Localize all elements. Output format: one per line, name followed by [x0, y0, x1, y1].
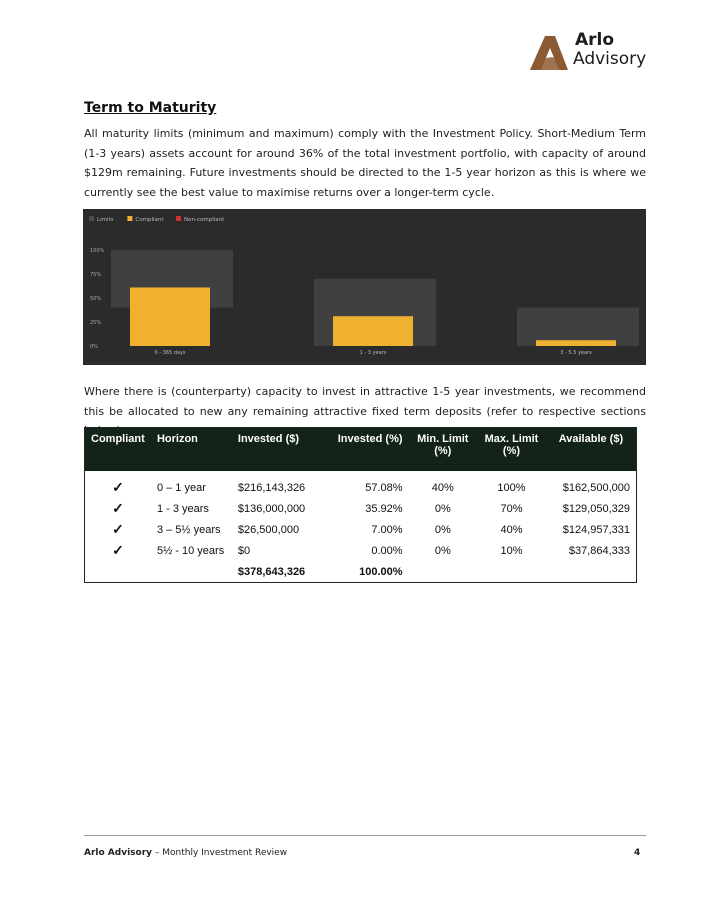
- col-compliant: Compliant: [85, 428, 151, 472]
- limit-band-2: [517, 308, 639, 346]
- col-invested-dollars: Invested ($): [232, 428, 331, 472]
- invested-cell: $0: [237, 544, 251, 557]
- y-tick-label: 0%: [90, 344, 98, 350]
- compliant-tick: ✓: [112, 542, 124, 558]
- compliant-bar-2: [536, 340, 616, 346]
- legend-swatch-1: [127, 216, 132, 221]
- intro-paragraph: All maturity limits (minimum and maximum) comply with the Investment Policy. Short-Medium Term (1-3 years) assets account for around 36% of the total investment portfolio, with capacity of around $129m remaining. Future investments should be directed to the 1-5 year horizon as this is where we currently see the best value to maximise returns over a longer-term cycle.: [84, 127, 646, 199]
- max-limit-cell: 10%: [500, 544, 523, 557]
- compliant-bar-1: [333, 316, 413, 346]
- y-tick-label: 75%: [90, 272, 102, 278]
- min-limit-cell: 0%: [434, 502, 451, 515]
- legend-label-2: Non-compliant: [184, 217, 225, 223]
- legend-label-0: Limits: [97, 217, 114, 223]
- footer-title: – Monthly Investment Review: [152, 848, 288, 858]
- invested-cell: $26,500,000: [237, 523, 300, 536]
- invested-cell: $216,143,326: [237, 481, 306, 494]
- table-row: [85, 471, 637, 498]
- empty-cell: [151, 561, 232, 583]
- total-row: [85, 561, 637, 583]
- compliant-tick: ✓: [112, 500, 124, 516]
- footer-divider: [84, 835, 646, 836]
- invested-cell: $136,000,000: [237, 502, 306, 515]
- min-limit-cell: 0%: [434, 523, 451, 536]
- total-percent: 100.00%: [359, 565, 403, 578]
- compliant-bar-0: [130, 287, 210, 346]
- total-invested: $378,643,326: [237, 565, 306, 578]
- legend-swatch-2: [176, 216, 181, 221]
- y-tick-label: 25%: [90, 320, 102, 326]
- arlo-mark-icon: [528, 34, 570, 72]
- compliant-tick: ✓: [112, 521, 124, 537]
- page-number: 4: [634, 848, 641, 858]
- section-heading: Term to Maturity: [84, 100, 217, 116]
- available-cell: $129,050,329: [562, 502, 630, 515]
- y-tick-label: 50%: [90, 296, 102, 302]
- available-cell: $37,864,333: [568, 544, 630, 557]
- empty-cell: [85, 561, 151, 583]
- legend-swatch-0: [89, 216, 94, 221]
- col-invested-percent: Invested (%): [330, 428, 408, 472]
- available-cell: $162,500,000: [562, 481, 630, 494]
- table-row: [85, 540, 637, 561]
- footer-text: [84, 848, 287, 858]
- logo-line1: Arlo: [575, 30, 615, 50]
- maturity-chart-svg: [83, 209, 646, 365]
- recommendation-paragraph: Where there is (counterparty) capacity to invest in attractive 1-5 year investments, we recommend this be allocated to new any remaining attractive fixed term deposits (refer to respective sections: [84, 385, 646, 418]
- col-available: Available ($): [546, 428, 637, 472]
- available-cell: $124,957,331: [562, 523, 630, 536]
- horizon-cell: 5½ - 10 years: [156, 544, 225, 557]
- percent-cell: 57.08%: [365, 481, 403, 494]
- table-row: [85, 519, 637, 540]
- horizon-cell: 1 - 3 years: [156, 502, 209, 515]
- maturity-chart: [83, 209, 646, 365]
- arlo-logo: [528, 32, 648, 72]
- col-max-limit: Max. Limit (%): [477, 428, 546, 472]
- empty-cell: [477, 561, 546, 583]
- maturity-table: [84, 427, 637, 583]
- logo-line2: Advisory: [573, 49, 647, 69]
- max-limit-cell: 70%: [500, 502, 523, 515]
- col-horizon: Horizon: [151, 428, 232, 472]
- col-min-limit: Min. Limit (%): [409, 428, 478, 472]
- percent-cell: 7.00%: [371, 523, 403, 536]
- empty-cell: [546, 561, 637, 583]
- legend-label-1: Compliant: [135, 217, 164, 223]
- percent-cell: 0.00%: [371, 544, 403, 557]
- x-tick-label-2: 3 - 5.5 years: [560, 350, 592, 356]
- horizon-cell: 3 – 5½ years: [156, 523, 221, 536]
- table-row: [85, 498, 637, 519]
- horizon-cell: 0 – 1 year: [156, 481, 206, 494]
- compliant-tick: ✓: [112, 479, 124, 495]
- max-limit-cell: 100%: [497, 481, 526, 494]
- y-tick-label: 100%: [90, 248, 105, 254]
- empty-cell: [409, 561, 478, 583]
- table-header-row: [85, 428, 637, 472]
- max-limit-cell: 40%: [500, 523, 523, 536]
- x-tick-label-1: 1 - 3 years: [359, 350, 387, 356]
- percent-cell: 35.92%: [365, 502, 403, 515]
- footer-brand: Arlo Advisory: [84, 848, 153, 858]
- min-limit-cell: 0%: [434, 544, 451, 557]
- min-limit-cell: 40%: [431, 481, 454, 494]
- x-tick-label-0: 0 - 365 days: [154, 350, 186, 356]
